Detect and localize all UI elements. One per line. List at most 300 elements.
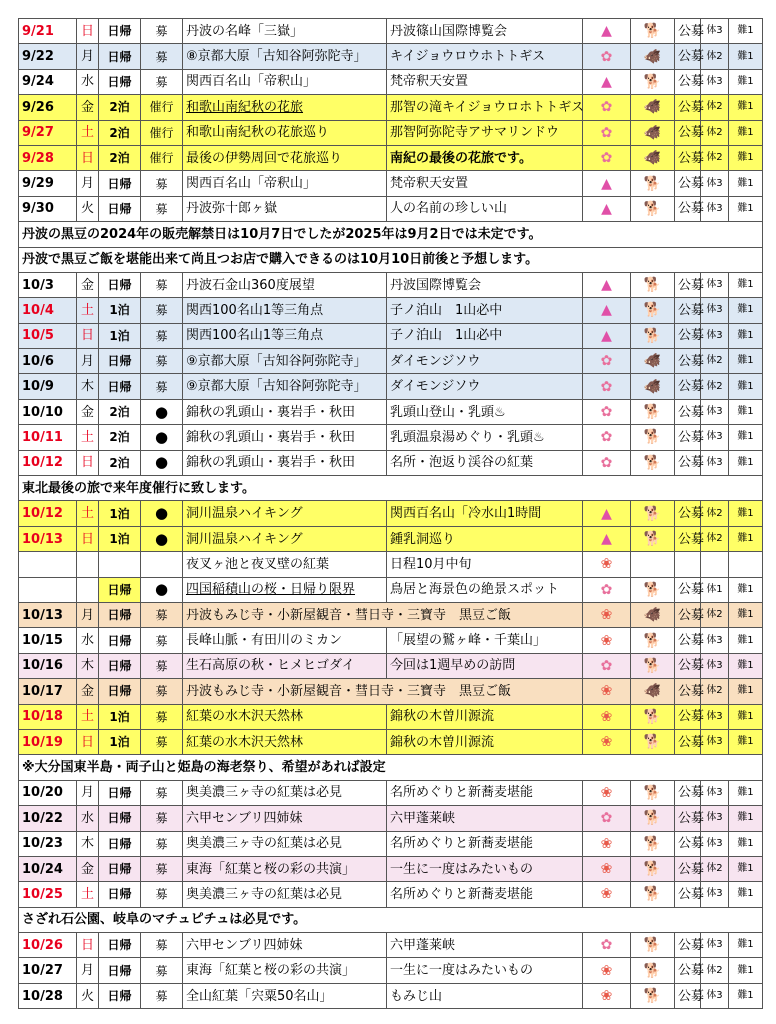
table-row [19, 95, 763, 120]
mountain-icon: ▲ [601, 302, 612, 319]
zodiac-icon-cell [631, 399, 675, 424]
recruitment-cell: 公募 [675, 958, 701, 983]
table-row [19, 628, 763, 653]
status-cell: 催行 [141, 145, 183, 170]
highlight-cell: 那智阿弥陀寺アサマリンドウ [387, 120, 583, 145]
dog-icon: 🐕 [643, 175, 662, 192]
highlight-cell: 一生に一度はみたいもの [387, 856, 583, 881]
fitness-level-cell: 体3 [701, 298, 729, 323]
date-cell: 10/5 [19, 323, 77, 348]
trip-type-cell: 日帰 [99, 831, 141, 856]
category-icon-cell [583, 95, 631, 120]
recruitment-cell: 公募 [675, 171, 701, 196]
dog-icon: 🐕 [643, 962, 662, 979]
autumn-leaf-icon: ❀ [600, 607, 613, 624]
course-cell: 四国稲積山の桜・日帰り限界 [183, 577, 387, 602]
table-row [19, 44, 763, 69]
date-cell: 10/9 [19, 374, 77, 399]
weekday-cell: 月 [77, 780, 99, 805]
zodiac-icon-cell [631, 679, 675, 704]
difficulty-cell: 難1 [729, 526, 763, 551]
flower-icon: ✿ [600, 657, 613, 674]
table-row [19, 374, 763, 399]
date-cell: 10/12 [19, 501, 77, 526]
date-cell: 10/18 [19, 704, 77, 729]
status-cell: 募 [141, 856, 183, 881]
status-cell: 募 [141, 628, 183, 653]
weekday-cell: 日 [77, 145, 99, 170]
flower-icon: ✿ [600, 454, 613, 471]
flower-icon: ✿ [600, 378, 613, 395]
fitness-level-cell [701, 552, 729, 577]
course-cell: 東海「紅葉と桜の彩の共演」 [183, 958, 387, 983]
autumn-leaf-icon: ❀ [600, 886, 613, 903]
trip-type-cell: 1泊 [99, 704, 141, 729]
table-row [19, 577, 763, 602]
date-cell: 9/21 [19, 19, 77, 44]
date-cell: 10/13 [19, 526, 77, 551]
category-icon-cell [583, 374, 631, 399]
status-cell: 募 [141, 298, 183, 323]
table-row [19, 450, 763, 475]
category-icon-cell [583, 552, 631, 577]
zodiac-icon-cell [631, 349, 675, 374]
status-cell: 募 [141, 44, 183, 69]
dog-icon: 🐕 [643, 988, 662, 1005]
fitness-level-cell: 体3 [701, 628, 729, 653]
zodiac-icon-cell [631, 450, 675, 475]
course-cell: 関西100名山1等三角点 [183, 323, 387, 348]
boar-icon: 🐗 [643, 124, 662, 141]
recruitment-cell: 公募 [675, 729, 701, 754]
category-icon-cell [583, 653, 631, 678]
difficulty-cell: 難1 [729, 729, 763, 754]
trip-type-cell: 日帰 [99, 69, 141, 94]
table-row [19, 602, 763, 627]
note-row [19, 755, 763, 780]
difficulty-cell: 難1 [729, 679, 763, 704]
table-row [19, 729, 763, 754]
difficulty-cell: 難1 [729, 628, 763, 653]
recruitment-cell: 公募 [675, 44, 701, 69]
status-cell: 募 [141, 653, 183, 678]
status-cell: 催行 [141, 95, 183, 120]
category-icon-cell [583, 602, 631, 627]
date-cell: 10/24 [19, 856, 77, 881]
weekday-cell: 火 [77, 983, 99, 1008]
category-icon-cell [583, 19, 631, 44]
table-row [19, 298, 763, 323]
dog-icon: 🐕 [643, 454, 662, 471]
difficulty-cell: 難1 [729, 983, 763, 1008]
flower-icon: ✿ [600, 404, 613, 421]
autumn-leaf-icon: ❀ [600, 632, 613, 649]
highlight-cell: 名所めぐりと新蕎麦堪能 [387, 831, 583, 856]
category-icon-cell [583, 983, 631, 1008]
difficulty-cell: 難1 [729, 171, 763, 196]
recruitment-cell: 公募 [675, 933, 701, 958]
category-icon-cell [583, 196, 631, 221]
dog-icon: 🐕 [643, 632, 662, 649]
course-cell: 最後の伊勢周回で花旅巡り [183, 145, 387, 170]
recruitment-cell: 公募 [675, 679, 701, 704]
mountain-icon: ▲ [601, 73, 612, 90]
table-row [19, 171, 763, 196]
trip-type-cell: 日帰 [99, 577, 141, 602]
date-cell: 10/25 [19, 882, 77, 907]
course-cell: 丹波弥十郎ヶ嶽 [183, 196, 387, 221]
weekday-cell: 金 [77, 856, 99, 881]
weekday-cell: 日 [77, 729, 99, 754]
course-cell: 和歌山南紀秋の花旅巡り [183, 120, 387, 145]
status-cell: 募 [141, 272, 183, 297]
status-cell: ● [141, 425, 183, 450]
course-cell: 紅葉の水木沢天然林 [183, 704, 387, 729]
difficulty-cell: 難1 [729, 958, 763, 983]
zodiac-icon-cell [631, 69, 675, 94]
table-row [19, 323, 763, 348]
dog-icon: 🐕 [643, 810, 662, 827]
dog-icon: 🐕 [643, 861, 662, 878]
category-icon-cell [583, 831, 631, 856]
course-cell: 丹波石金山360度展望 [183, 272, 387, 297]
fitness-level-cell: 体2 [701, 602, 729, 627]
weekday-cell: 木 [77, 653, 99, 678]
dog-icon: 🐕 [643, 835, 662, 852]
weekday-cell: 土 [77, 425, 99, 450]
fitness-level-cell: 体3 [701, 69, 729, 94]
difficulty-cell: 難1 [729, 298, 763, 323]
status-cell: 募 [141, 933, 183, 958]
weekday-cell: 日 [77, 450, 99, 475]
flower-icon: ✿ [600, 810, 613, 827]
difficulty-cell: 難1 [729, 196, 763, 221]
zodiac-icon-cell [631, 552, 675, 577]
course-cell: 錦秋の乳頭山・裏岩手・秋田 [183, 399, 387, 424]
category-icon-cell [583, 729, 631, 754]
zodiac-icon-cell [631, 729, 675, 754]
recruitment-cell: 公募 [675, 19, 701, 44]
dog-icon: 🐕 [643, 581, 662, 598]
course-cell: 錦秋の乳頭山・裏岩手・秋田 [183, 425, 387, 450]
flower-icon: ✿ [600, 581, 613, 598]
dog-icon: 🐕 [643, 937, 662, 954]
trip-type-cell: 2泊 [99, 120, 141, 145]
zodiac-icon-cell [631, 856, 675, 881]
mountain-icon: ▲ [601, 505, 612, 522]
difficulty-cell: 難1 [729, 95, 763, 120]
trip-type-cell: 1泊 [99, 501, 141, 526]
table-row [19, 806, 763, 831]
trip-type-cell: 2泊 [99, 95, 141, 120]
table-row [19, 145, 763, 170]
status-cell: 募 [141, 196, 183, 221]
zodiac-icon-cell [631, 628, 675, 653]
category-icon-cell [583, 577, 631, 602]
weekday-cell: 水 [77, 806, 99, 831]
difficulty-cell: 難1 [729, 450, 763, 475]
recruitment-cell: 公募 [675, 526, 701, 551]
trip-type-cell: 日帰 [99, 44, 141, 69]
category-icon-cell [583, 450, 631, 475]
date-cell: 9/24 [19, 69, 77, 94]
note-text: 丹波で黒豆ご飯を堪能出来て尚且つお店で購入できるのは10月10日前後と予想します。 [19, 247, 763, 272]
course-cell: 生石高原の秋・ヒメヒゴダイ [183, 653, 387, 678]
autumn-leaf-icon: ❀ [600, 784, 613, 801]
course-cell: 丹波もみじ寺・小新屋観音・彗日寺・三寶寺 黒豆ご飯 [183, 679, 583, 704]
trip-type-cell: 1泊 [99, 729, 141, 754]
difficulty-cell: 難1 [729, 19, 763, 44]
recruitment-cell: 公募 [675, 882, 701, 907]
note-text: 東北最後の旅で来年度催行に致します。 [19, 476, 763, 501]
dog-icon: 🐕 [643, 302, 662, 319]
autumn-leaf-icon: ❀ [600, 683, 613, 700]
status-cell: ● [141, 450, 183, 475]
recruitment-cell: 公募 [675, 374, 701, 399]
weekday-cell: 土 [77, 704, 99, 729]
status-cell: 募 [141, 983, 183, 1008]
zodiac-icon-cell [631, 374, 675, 399]
recruitment-cell: 公募 [675, 856, 701, 881]
category-icon-cell [583, 44, 631, 69]
flower-icon: ✿ [600, 429, 613, 446]
recruitment-cell: 公募 [675, 120, 701, 145]
table-row [19, 679, 763, 704]
date-cell: 10/20 [19, 780, 77, 805]
weekday-cell [77, 577, 99, 602]
table-row [19, 983, 763, 1008]
zodiac-icon-cell [631, 577, 675, 602]
weekday-cell: 日 [77, 19, 99, 44]
difficulty-cell: 難1 [729, 577, 763, 602]
trip-type-cell: 日帰 [99, 882, 141, 907]
category-icon-cell [583, 958, 631, 983]
zodiac-icon-cell [631, 602, 675, 627]
boar-icon: 🐗 [643, 607, 662, 624]
status-cell: 募 [141, 729, 183, 754]
course-cell: 全山紅葉「宍粟50名山」 [183, 983, 387, 1008]
course-cell: 関西百名山「帝釈山」 [183, 69, 387, 94]
status-cell: 募 [141, 704, 183, 729]
difficulty-cell: 難1 [729, 933, 763, 958]
autumn-leaf-icon: ❀ [600, 556, 613, 573]
mountain-icon: ▲ [601, 175, 612, 192]
table-row [19, 425, 763, 450]
date-cell: 10/19 [19, 729, 77, 754]
category-icon-cell [583, 399, 631, 424]
category-icon-cell [583, 856, 631, 881]
highlight-cell: 六甲蓬莱峡 [387, 933, 583, 958]
course-cell: 洞川温泉ハイキング [183, 501, 387, 526]
category-icon-cell [583, 933, 631, 958]
difficulty-cell: 難1 [729, 780, 763, 805]
status-cell: 募 [141, 602, 183, 627]
date-cell: 9/27 [19, 120, 77, 145]
status-cell: 募 [141, 806, 183, 831]
date-cell [19, 577, 77, 602]
autumn-leaf-icon: ❀ [600, 861, 613, 878]
dog-icon: 🐕 [643, 200, 662, 217]
date-cell: 10/4 [19, 298, 77, 323]
weekday-cell: 土 [77, 501, 99, 526]
zodiac-icon-cell [631, 95, 675, 120]
flower-icon: ✿ [600, 99, 613, 116]
highlight-cell: 子ノ泊山 1山必中 [387, 323, 583, 348]
date-cell: 10/3 [19, 272, 77, 297]
highlight-cell: 乳頭山登山・乳頭♨ [387, 399, 583, 424]
status-cell: 募 [141, 171, 183, 196]
highlight-cell: 人の名前の珍しい山 [387, 196, 583, 221]
course-cell: 夜叉ヶ池と夜叉壁の紅葉 [183, 552, 387, 577]
course-cell: 紅葉の水木沢天然林 [183, 729, 387, 754]
trip-type-cell: 日帰 [99, 374, 141, 399]
trip-type-cell: 2泊 [99, 145, 141, 170]
fitness-level-cell: 体2 [701, 679, 729, 704]
course-cell: 洞川温泉ハイキング [183, 526, 387, 551]
fitness-level-cell: 体3 [701, 196, 729, 221]
status-cell: 募 [141, 323, 183, 348]
autumn-leaf-icon: ❀ [600, 962, 613, 979]
zodiac-icon-cell [631, 272, 675, 297]
course-cell: 東海「紅葉と桜の彩の共演」 [183, 856, 387, 881]
zodiac-icon-cell [631, 501, 675, 526]
dog-icon: 🐕 [643, 23, 662, 40]
highlight-cell: もみじ山 [387, 983, 583, 1008]
trip-type-cell: 日帰 [99, 856, 141, 881]
status-cell: ● [141, 399, 183, 424]
status-cell: 募 [141, 882, 183, 907]
recruitment-cell: 公募 [675, 831, 701, 856]
note-text: ※大分国東半島・両子山と姫島の海老祭り、希望があれば設定 [19, 755, 763, 780]
date-cell: 10/23 [19, 831, 77, 856]
dog-icon: 🐕 [643, 429, 662, 446]
trip-type-cell: 1泊 [99, 526, 141, 551]
table-row [19, 704, 763, 729]
date-cell: 10/26 [19, 933, 77, 958]
difficulty-cell: 難1 [729, 374, 763, 399]
date-cell: 10/12 [19, 450, 77, 475]
note-row [19, 476, 763, 501]
status-cell: 募 [141, 958, 183, 983]
category-icon-cell [583, 806, 631, 831]
highlight-cell: 一生に一度はみたいもの [387, 958, 583, 983]
trip-type-cell [99, 552, 141, 577]
fitness-level-cell: 体3 [701, 19, 729, 44]
note-text: 丹波の黒豆の2024年の販売解禁日は10月7日でしたが2025年は9月2日では未定です。 [19, 222, 763, 247]
trip-type-cell: 日帰 [99, 958, 141, 983]
course-cell: 関西100名山1等三角点 [183, 298, 387, 323]
zodiac-icon-cell [631, 171, 675, 196]
date-cell: 10/15 [19, 628, 77, 653]
table-row [19, 552, 763, 577]
date-cell: 10/10 [19, 399, 77, 424]
fitness-level-cell: 体3 [701, 983, 729, 1008]
table-row [19, 526, 763, 551]
recruitment-cell: 公募 [675, 577, 701, 602]
table-row [19, 272, 763, 297]
date-cell: 10/22 [19, 806, 77, 831]
trip-type-cell: 日帰 [99, 806, 141, 831]
category-icon-cell [583, 526, 631, 551]
mountain-icon: ▲ [601, 327, 612, 344]
table-row [19, 958, 763, 983]
status-cell: ● [141, 577, 183, 602]
zodiac-icon-cell [631, 806, 675, 831]
weekday-cell: 日 [77, 933, 99, 958]
difficulty-cell: 難1 [729, 856, 763, 881]
status-cell: 募 [141, 679, 183, 704]
course-cell: 長峰山脈・有田川のミカン [183, 628, 387, 653]
fitness-level-cell: 体3 [701, 780, 729, 805]
date-cell: 10/17 [19, 679, 77, 704]
zodiac-icon-cell [631, 425, 675, 450]
trip-type-cell: 日帰 [99, 983, 141, 1008]
trip-type-cell: 日帰 [99, 196, 141, 221]
mountain-icon: ▲ [601, 277, 612, 294]
highlight-cell: 錦秋の木曽川源流 [387, 729, 583, 754]
fitness-level-cell: 体2 [701, 958, 729, 983]
date-cell: 9/22 [19, 44, 77, 69]
status-cell: 催行 [141, 120, 183, 145]
highlight-cell: 六甲蓬莱峡 [387, 806, 583, 831]
recruitment-cell: 公募 [675, 602, 701, 627]
table-row [19, 856, 763, 881]
flower-icon: ✿ [600, 150, 613, 167]
category-icon-cell [583, 323, 631, 348]
dog-icon: 🐕 [643, 784, 662, 801]
zodiac-icon-cell [631, 196, 675, 221]
trip-type-cell: 日帰 [99, 628, 141, 653]
weekday-cell: 月 [77, 44, 99, 69]
course-cell: 錦秋の乳頭山・裏岩手・秋田 [183, 450, 387, 475]
flower-icon: ✿ [600, 48, 613, 65]
note-row [19, 907, 763, 932]
fitness-level-cell: 体3 [701, 704, 729, 729]
highlight-cell: 南紀の最後の花旅です。 [387, 145, 583, 170]
course-cell: ⑧京都大原「古知谷阿弥陀寺」 [183, 44, 387, 69]
mountain-icon: ▲ [601, 23, 612, 40]
zodiac-icon-cell [631, 44, 675, 69]
category-icon-cell [583, 298, 631, 323]
recruitment-cell: 公募 [675, 95, 701, 120]
status-cell: ● [141, 526, 183, 551]
recruitment-cell: 公募 [675, 196, 701, 221]
table-row [19, 349, 763, 374]
highlight-cell: 梵帝釈天安置 [387, 69, 583, 94]
fitness-level-cell: 体1 [701, 577, 729, 602]
highlight-cell: 関西百名山「冷水山1時間 [387, 501, 583, 526]
highlight-cell: 子ノ泊山 1山必中 [387, 298, 583, 323]
recruitment-cell: 公募 [675, 425, 701, 450]
trip-type-cell: 日帰 [99, 653, 141, 678]
difficulty-cell: 難1 [729, 602, 763, 627]
recruitment-cell: 公募 [675, 806, 701, 831]
weekday-cell: 土 [77, 882, 99, 907]
weekday-cell: 月 [77, 171, 99, 196]
zodiac-icon-cell [631, 145, 675, 170]
fitness-level-cell: 体3 [701, 729, 729, 754]
status-cell [141, 552, 183, 577]
weekday-cell: 金 [77, 679, 99, 704]
weekday-cell: 金 [77, 272, 99, 297]
course-cell: 六甲センブリ四姉妹 [183, 806, 387, 831]
fitness-level-cell: 体3 [701, 806, 729, 831]
highlight-cell: 梵帝釈天安置 [387, 171, 583, 196]
status-cell: 募 [141, 19, 183, 44]
highlight-cell: 錦秋の木曽川源流 [387, 704, 583, 729]
date-cell: 10/16 [19, 653, 77, 678]
highlight-cell: 丹波国際博覧会 [387, 272, 583, 297]
